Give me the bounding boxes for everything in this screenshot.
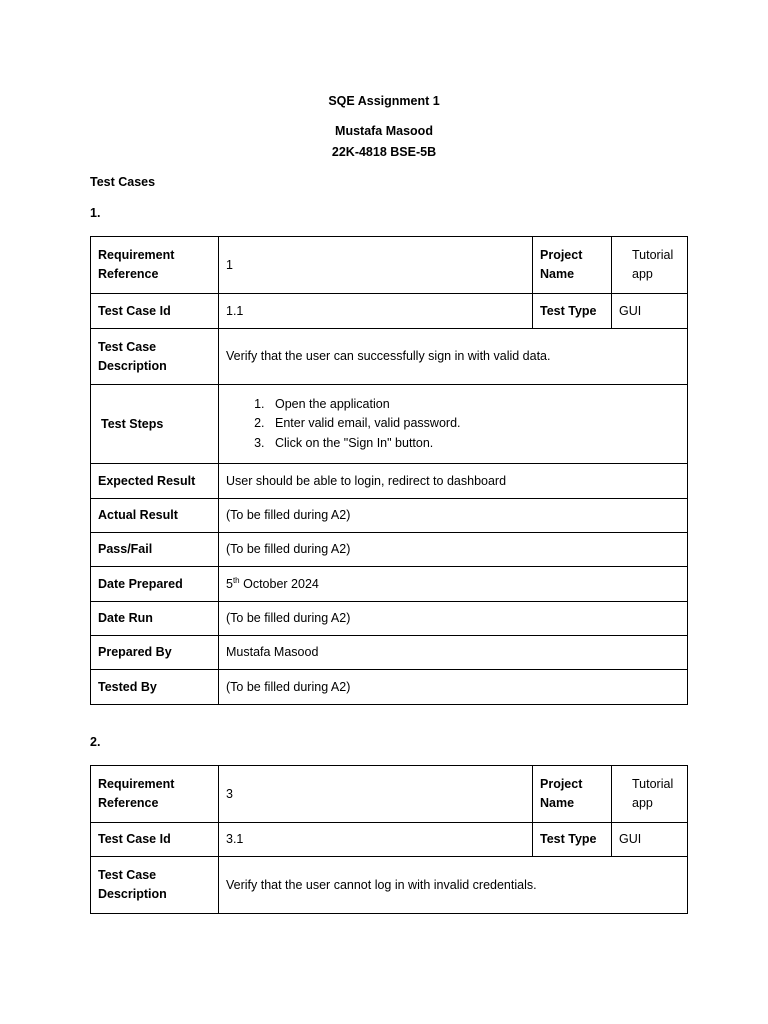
requirement-reference-label: Requirement Reference [91, 766, 219, 823]
date-prepared-value [219, 567, 688, 602]
requirement-reference-label: Requirement Reference [91, 237, 219, 294]
date-ordinal-suffix: th [232, 575, 240, 585]
test-case-id-value: 1.1 [219, 294, 533, 329]
date-day: 5 [226, 576, 233, 591]
description-label: Test Case Description [91, 329, 219, 385]
prepared-by-value: Mustafa Masood [219, 636, 688, 670]
list-item: 2. Enter valid email, valid password. [268, 414, 680, 434]
table-row [91, 602, 688, 636]
date-run-value: (To be filled during A2) [219, 602, 688, 636]
table-row [91, 329, 688, 385]
test-type-label: Test Type [533, 823, 612, 857]
test-case-id-label: Test Case Id [91, 294, 219, 329]
date-prepared-label: Date Prepared [91, 567, 219, 602]
test-case-id-value: 3.1 [219, 823, 533, 857]
expected-result-label: Expected Result [91, 464, 219, 499]
test-type-value: GUI [612, 294, 688, 329]
test-case-id-label: Test Case Id [91, 823, 219, 857]
test-case-number: 1. [90, 206, 101, 220]
pass-fail-value: (To be filled during A2) [219, 533, 688, 567]
author-name: Mustafa Masood [335, 124, 433, 138]
student-id-section: 22K-4818 BSE-5B [331, 145, 437, 159]
table-row [91, 857, 688, 914]
project-name-value: Tutorial app [612, 237, 688, 294]
pass-fail-label: Pass/Fail [91, 533, 219, 567]
table-row [91, 670, 688, 705]
project-name-label: Project Name [533, 237, 612, 294]
prepared-by-label: Prepared By [91, 636, 219, 670]
description-value: Verify that the user cannot log in with invalid credentials. [219, 857, 688, 914]
document-title: SQE Assignment 1 [328, 94, 440, 108]
date-run-label: Date Run [91, 602, 219, 636]
table-row [91, 533, 688, 567]
test-steps-list [226, 395, 680, 454]
description-value: Verify that the user can successfully sign in with valid data. [219, 329, 688, 385]
test-type-value: GUI [612, 823, 688, 857]
table-row [91, 294, 688, 329]
table-row [91, 766, 688, 823]
description-label: Test Case Description [91, 857, 219, 914]
actual-result-value: (To be filled during A2) [219, 499, 688, 533]
table-row [91, 636, 688, 670]
test-type-label: Test Type [533, 294, 612, 329]
tested-by-label: Tested By [91, 670, 219, 705]
project-name-label: Project Name [533, 766, 612, 823]
date-month-year: October 2024 [239, 576, 319, 591]
list-item: 3. Click on the "Sign In" button. [268, 434, 680, 454]
requirement-reference-value: 1 [219, 237, 533, 294]
section-heading: Test Cases [90, 175, 156, 189]
table-row [91, 385, 688, 464]
list-item: 1. Open the application [268, 395, 680, 415]
test-case-table [90, 236, 688, 705]
expected-result-value: User should be able to login, redirect to dashboard [219, 464, 688, 499]
table-row [91, 567, 688, 602]
test-case-number: 2. [90, 735, 101, 749]
test-steps-label: Test Steps [91, 385, 219, 464]
table-row [91, 823, 688, 857]
table-row [91, 464, 688, 499]
project-name-value: Tutorial app [612, 766, 688, 823]
test-steps-value [219, 385, 688, 464]
actual-result-label: Actual Result [91, 499, 219, 533]
table-row [91, 237, 688, 294]
test-case-table [90, 765, 688, 914]
table-row [91, 499, 688, 533]
tested-by-value: (To be filled during A2) [219, 670, 688, 705]
requirement-reference-value: 3 [219, 766, 533, 823]
